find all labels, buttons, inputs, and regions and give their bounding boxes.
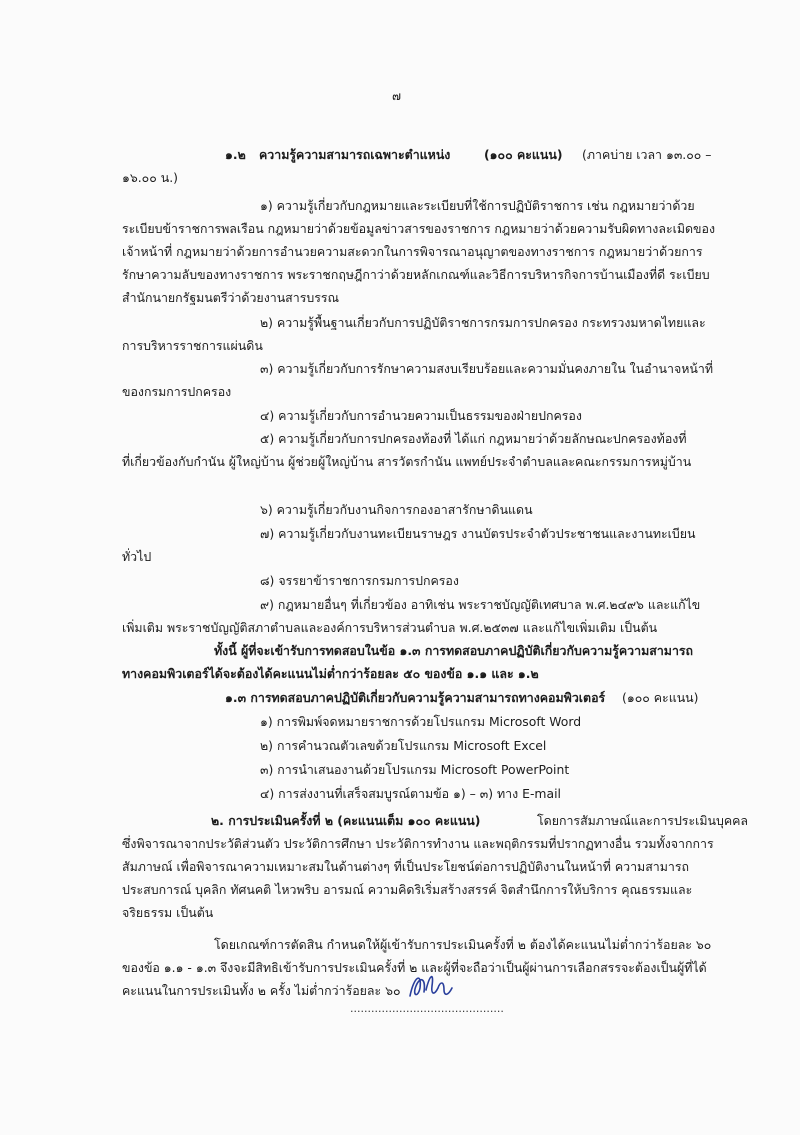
item-9-line: ๙) กฎหมายอื่นๆ ที่เกี่ยวข้อง อาทิเช่น พระราชบัญญัติเทศบาล พ.ศ.๒๔๙๖ และแก้ไข xyxy=(260,597,701,612)
section-2-line: จริยธรรม เป็นต้น xyxy=(122,905,214,920)
section-2-line: ซึ่งพิจารณาจากประวัติส่วนตัว ประวัติการศึกษา ประวัติการทำงาน และพฤติกรรมที่ปรากฏทางอื่น รวมทั้งจากการ xyxy=(122,836,714,851)
item-1-line: ๑) ความรู้เกี่ยวกับกฎหมายและระเบียบที่ใช้การปฏิบัติราชการ เช่น กฎหมายว่าด้วย xyxy=(260,198,695,213)
section-2-line: ประสบการณ์ บุคลิก ทัศนคติ ไหวพริบ อารมณ์ ความคิดริเริ่มสร้างสรรค์ จิตสำนึกการให้บริการ คุณธรรมและ xyxy=(122,882,693,897)
item-3-line: ๓) ความรู้เกี่ยวกับการรักษาความสงบเรียบร้อยและความมั่นคงภายใน ในอำนาจหน้าที่ xyxy=(260,361,714,376)
section-1-2-score: (๑๐๐ คะแนน) xyxy=(484,147,563,162)
item-2-line: การบริหารราชการแผ่นดิน xyxy=(122,338,263,353)
section-1-3-title: ๑.๓ การทดสอบภาคปฏิบัติเกี่ยวกับความรู้ความสามารถทางคอมพิวเตอร์ xyxy=(225,690,606,705)
section-1-3-score: (๑๐๐ คะแนน) xyxy=(622,690,699,705)
item-5-line: ที่เกี่ยวข้องกับกำนัน ผู้ใหญ่บ้าน ผู้ช่วยผู้ใหญ่บ้าน สารวัตรกำนัน แพทย์ประจำตำบลและคณะกรรมการหมู่บ้าน xyxy=(122,454,692,469)
note-line: ทางคอมพิวเตอร์ได้จะต้องได้คะแนนไม่ต่ำกว่าร้อยละ ๕๐ ของข้อ ๑.๑ และ ๑.๒ xyxy=(122,666,539,681)
item-3-line: ของกรมการปกครอง xyxy=(122,384,232,399)
item-7-line: ทั่วไป xyxy=(122,549,152,564)
section-1-3-item: ๔) การส่งงานที่เสร็จสมบูรณ์ตามข้อ ๑) – ๓) ทาง E-mail xyxy=(260,786,561,801)
criteria-line: คะแนนในการประเมินทั้ง ๒ ครั้ง ไม่ต่ำกว่าร้อยละ ๖๐ xyxy=(122,983,401,998)
item-1-line: รักษาความลับของทางราชการ พระราชกฤษฎีกาว่าด้วยหลักเกณฑ์และวิธีการบริหารกิจการบ้านเมืองที่ดี ระเบียบ xyxy=(122,267,710,282)
item-8-line: ๘) จรรยาข้าราชการกรมการปกครอง xyxy=(260,573,459,588)
item-1-line: ระเบียบข้าราชการพลเรือน กฎหมายว่าด้วยข้อมูลข่าวสารของราชการ กฎหมายว่าด้วยความรับผิดทางละเมิดของ xyxy=(122,221,716,236)
footer-dotted-line: ............................................ xyxy=(350,1002,504,1015)
item-1-line: เจ้าหน้าที่ กฎหมายว่าด้วยการอำนวยความสะดวกในการพิจารณาอนุญาตของทางราชการ กฎหมายว่าด้วยการ xyxy=(122,244,703,259)
item-5-line: ๕) ความรู้เกี่ยวกับการปกครองท้องที่ ได้แก่ กฎหมายว่าด้วยลักษณะปกครองท้องที่ xyxy=(260,431,687,446)
section-2-line: โดยการสัมภาษณ์และการประเมินบุคคล xyxy=(537,813,749,828)
section-2-heading: ๒. การประเมินครั้งที่ ๒ (คะแนนเต็ม ๑๐๐ คะแนน) xyxy=(211,813,481,828)
section-1-2-number: ๑.๒ xyxy=(225,147,246,162)
criteria-line: ของข้อ ๑.๑ - ๑.๓ จึงจะมีสิทธิเข้ารับการประเมินครั้งที่ ๒ และผู้ที่จะถือว่าเป็นผู้ผ่านการเลือกสรรจะต้องเป็นผู้ที่ได้ xyxy=(122,960,707,975)
section-1-2-time: (ภาคบ่าย เวลา ๑๓.๐๐ – xyxy=(582,147,712,162)
item-6-line: ๖) ความรู้เกี่ยวกับงานกิจการกองอาสารักษาดินแดน xyxy=(260,502,533,517)
item-9-line: เพิ่มเติม พระราชบัญญัติสภาตำบลและองค์การบริหารส่วนตำบล พ.ศ.๒๕๓๗ และแก้ไขเพิ่มเติม เป็นต้น xyxy=(122,620,658,635)
criteria-line: โดยเกณฑ์การตัดสิน กำหนดให้ผู้เข้ารับการประเมินครั้งที่ ๒ ต้องได้คะแนนไม่ต่ำกว่าร้อยละ ๖๐ xyxy=(214,937,712,952)
section-1-3-item: ๒) การคำนวณตัวเลขด้วยโปรแกรม Microsoft Excel xyxy=(260,738,547,753)
section-2-line: สัมภาษณ์ เพื่อพิจารณาความเหมาะสมในด้านต่างๆ ที่เป็นประโยชน์ต่อการปฏิบัติงานในหน้าที่ ความสามารถ xyxy=(122,859,690,874)
page-number: ๗ xyxy=(392,89,402,103)
item-4-line: ๔) ความรู้เกี่ยวกับการอำนวยความเป็นธรรมของฝ่ายปกครอง xyxy=(260,408,582,423)
section-1-2-time-cont: ๑๖.๐๐ น.) xyxy=(122,170,178,185)
section-1-3-item: ๓) การนำเสนองานด้วยโปรแกรม Microsoft PowerPoint xyxy=(260,762,570,777)
item-2-line: ๒) ความรู้พื้นฐานเกี่ยวกับการปฏิบัติราชการกรมการปกครอง กระทรวงมหาดไทยและ xyxy=(260,315,706,330)
signature-initials xyxy=(404,966,460,1006)
note-line: ทั้งนี้ ผู้ที่จะเข้ารับการทดสอบในข้อ ๑.๓ การทดสอบภาคปฏิบัติเกี่ยวกับความรู้ความสามารถ xyxy=(214,643,694,658)
item-7-line: ๗) ความรู้เกี่ยวกับงานทะเบียนราษฎร งานบัตรประจำตัวประชาชนและงานทะเบียน xyxy=(260,526,696,541)
item-1-line: สำนักนายกรัฐมนตรีว่าด้วยงานสารบรรณ xyxy=(122,290,340,305)
section-1-2-title: ความรู้ความสามารถเฉพาะตำแหน่ง xyxy=(259,147,451,162)
section-1-3-item: ๑) การพิมพ์จดหมายราชการด้วยโปรแกรม Microsoft Word xyxy=(260,714,582,729)
